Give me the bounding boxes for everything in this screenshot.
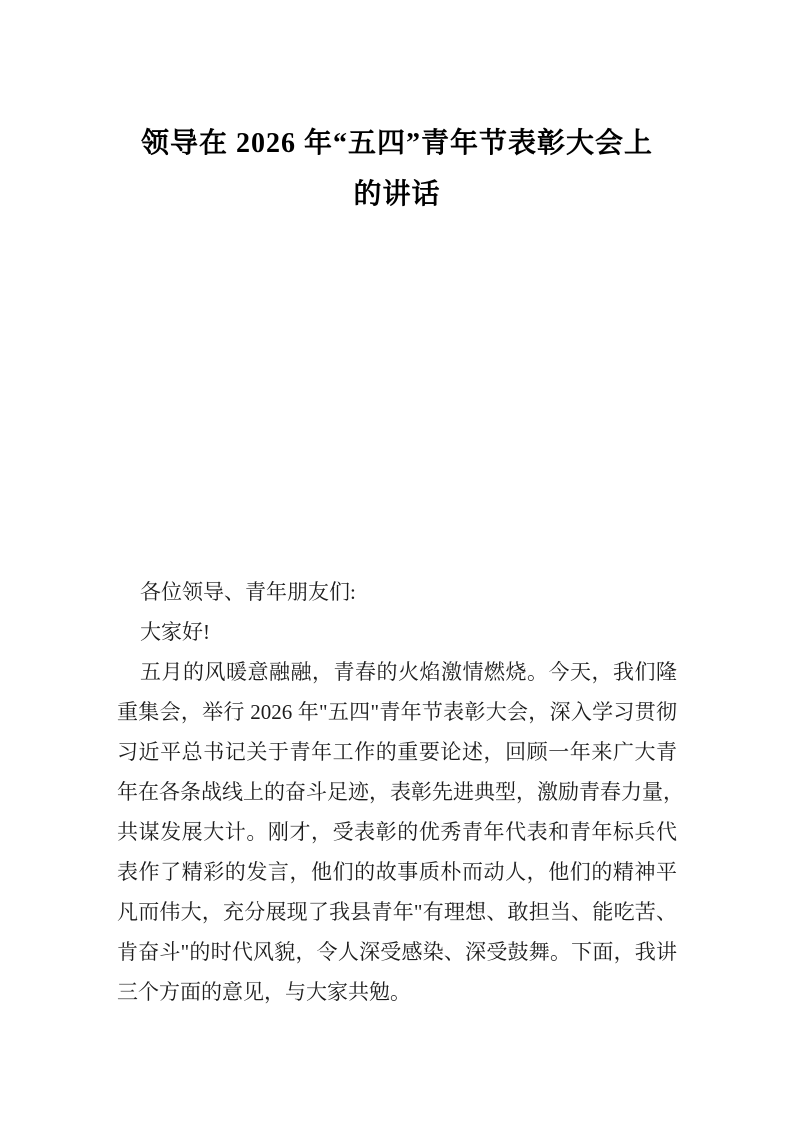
- document-title: [117, 118, 677, 220]
- paragraph: [117, 612, 677, 652]
- paragraph-line: 肯奋斗"的时代风貌，令人深受感染、深受鼓舞。下面，我讲: [117, 940, 677, 964]
- document-title-line: 的讲话: [353, 179, 441, 210]
- paragraph-line: 三个方面的意见，与大家共勉。: [117, 980, 411, 1004]
- paragraph-line: 大家好!: [140, 620, 210, 644]
- document-body: [117, 572, 684, 1012]
- paragraph: [117, 652, 684, 1012]
- paragraph-line: 凡而伟大，充分展现了我县青年"有理想、敢担当、能吃苦、: [117, 900, 677, 924]
- paragraph-line: 共谋发展大计。刚才，受表彰的优秀青年代表和青年标兵代: [117, 820, 677, 844]
- paragraph: [117, 572, 677, 612]
- paragraph-line: 各位领导、青年朋友们:: [140, 580, 356, 604]
- paragraph-line: 五月的风暖意融融，青春的火焰激情燃烧。今天，我们隆: [140, 660, 677, 684]
- paragraph-line: 重集会，举行 2026 年"五四"青年节表彰大会，深入学习贯彻: [117, 700, 677, 724]
- paragraph-line: 习近平总书记关于青年工作的重要论述，回顾一年来广大青: [117, 740, 677, 764]
- paragraph-line: 表作了精彩的发言，他们的故事质朴而动人，他们的精神平: [117, 860, 677, 884]
- document-title-line: 领导在 2026 年“五四”青年节表彰大会上: [140, 128, 653, 159]
- paragraph-line: 年在各条战线上的奋斗足迹，表彰先进典型，激励青春力量，: [117, 780, 684, 804]
